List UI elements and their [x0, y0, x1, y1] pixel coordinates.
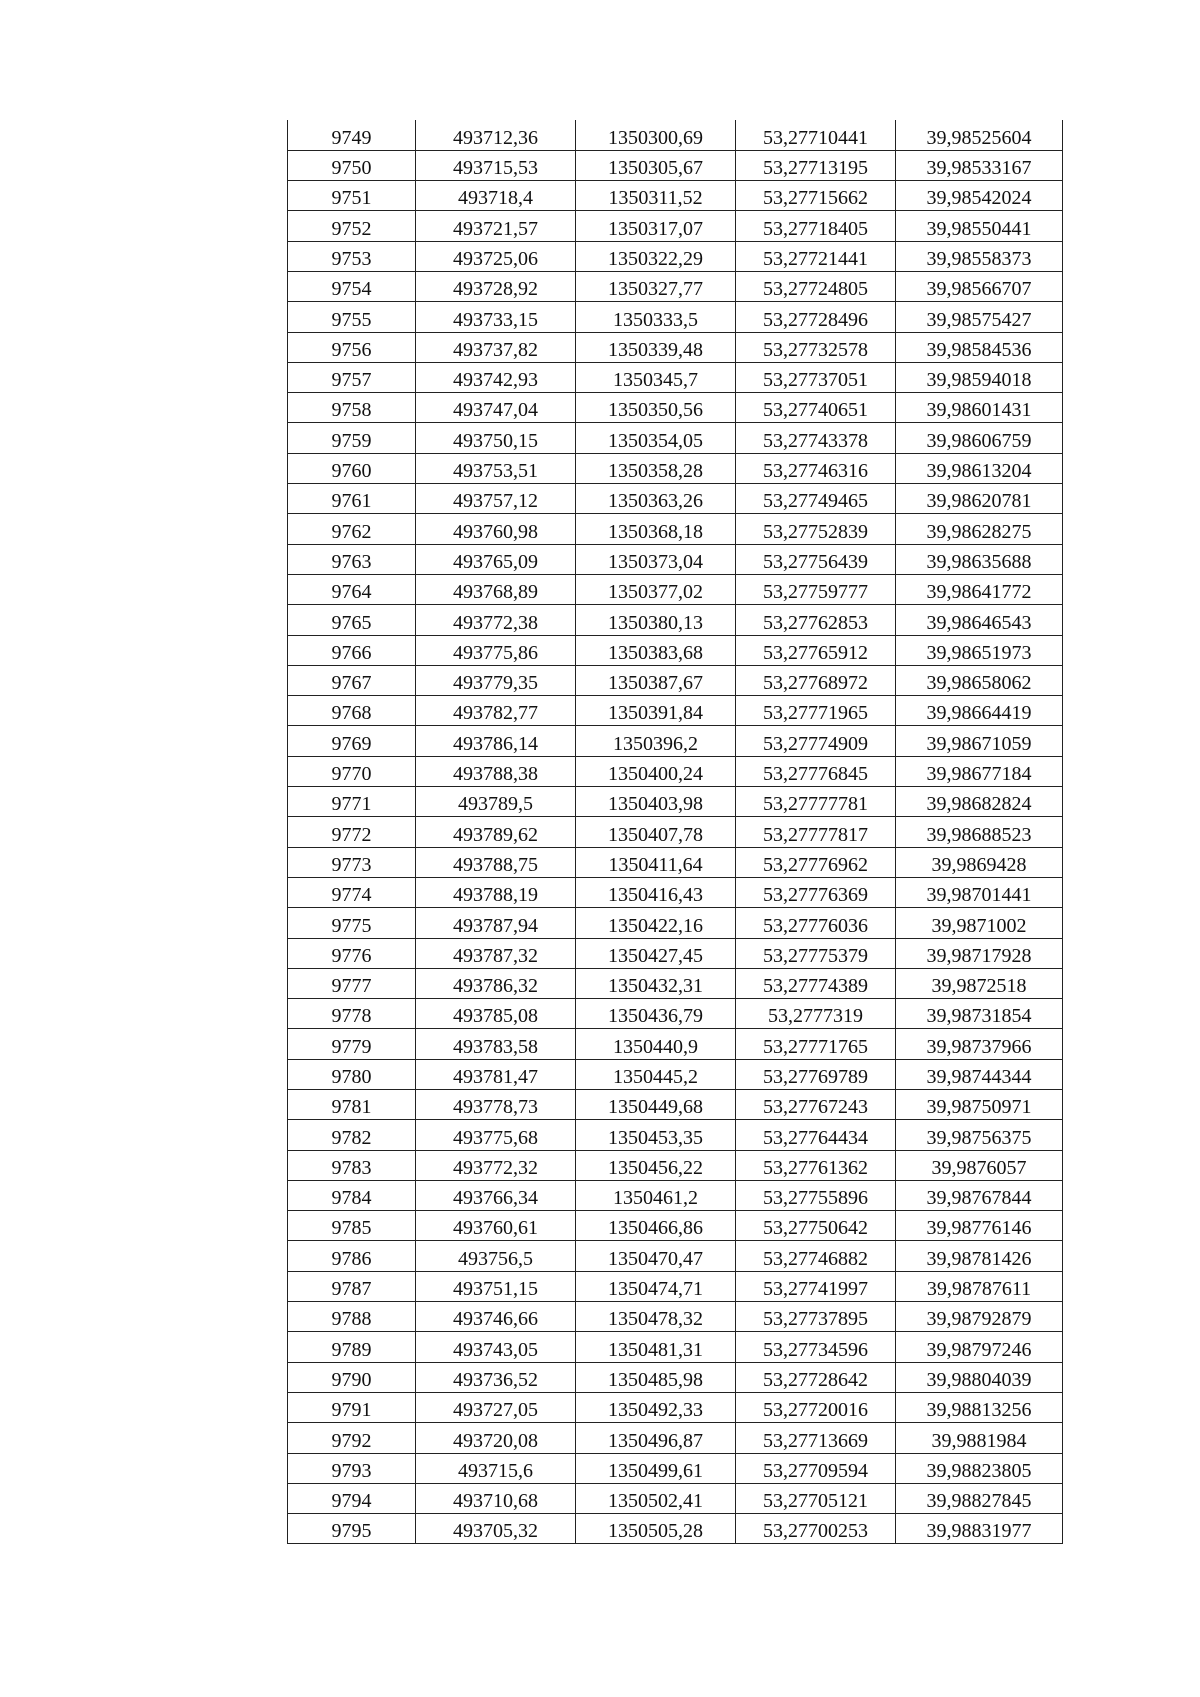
y-coordinate-cell: 1350411,64: [576, 847, 736, 877]
point-number-cell: 9788: [288, 1302, 416, 1332]
y-coordinate-cell: 1350387,67: [576, 665, 736, 695]
latitude-cell: 53,27710441: [736, 120, 896, 150]
latitude-cell: 53,27713669: [736, 1423, 896, 1453]
x-coordinate-cell: 493733,15: [416, 302, 576, 332]
y-coordinate-cell: 1350485,98: [576, 1362, 736, 1392]
point-number-cell: 9782: [288, 1120, 416, 1150]
x-coordinate-cell: 493720,08: [416, 1423, 576, 1453]
latitude-cell: 53,27765912: [736, 635, 896, 665]
coordinates-table-body: [288, 120, 1063, 1544]
point-number-cell: 9757: [288, 362, 416, 392]
latitude-cell: 53,27762853: [736, 605, 896, 635]
latitude-cell: 53,2777319: [736, 999, 896, 1029]
table-row: [288, 332, 1063, 362]
x-coordinate-cell: 493743,05: [416, 1332, 576, 1362]
x-coordinate-cell: 493772,38: [416, 605, 576, 635]
point-number-cell: 9768: [288, 696, 416, 726]
longitude-cell: 39,98701441: [896, 877, 1063, 907]
point-number-cell: 9767: [288, 665, 416, 695]
point-number-cell: 9761: [288, 484, 416, 514]
table-row: [288, 1120, 1063, 1150]
point-number-cell: 9785: [288, 1211, 416, 1241]
x-coordinate-cell: 493721,57: [416, 211, 576, 241]
y-coordinate-cell: 1350456,22: [576, 1150, 736, 1180]
latitude-cell: 53,27746316: [736, 453, 896, 483]
longitude-cell: 39,98664419: [896, 696, 1063, 726]
table-row: [288, 1483, 1063, 1513]
y-coordinate-cell: 1350383,68: [576, 635, 736, 665]
point-number-cell: 9754: [288, 271, 416, 301]
latitude-cell: 53,27771765: [736, 1029, 896, 1059]
x-coordinate-cell: 493727,05: [416, 1392, 576, 1422]
longitude-cell: 39,98804039: [896, 1362, 1063, 1392]
longitude-cell: 39,9872518: [896, 968, 1063, 998]
latitude-cell: 53,27768972: [736, 665, 896, 695]
y-coordinate-cell: 1350432,31: [576, 968, 736, 998]
table-row: [288, 1150, 1063, 1180]
table-row: [288, 938, 1063, 968]
latitude-cell: 53,27715662: [736, 181, 896, 211]
table-row: [288, 211, 1063, 241]
table-row: [288, 544, 1063, 574]
longitude-cell: 39,9871002: [896, 908, 1063, 938]
y-coordinate-cell: 1350363,26: [576, 484, 736, 514]
point-number-cell: 9776: [288, 938, 416, 968]
longitude-cell: 39,9876057: [896, 1150, 1063, 1180]
longitude-cell: 39,98787611: [896, 1271, 1063, 1301]
point-number-cell: 9794: [288, 1483, 416, 1513]
point-number-cell: 9770: [288, 756, 416, 786]
y-coordinate-cell: 1350407,78: [576, 817, 736, 847]
y-coordinate-cell: 1350416,43: [576, 877, 736, 907]
point-number-cell: 9774: [288, 877, 416, 907]
point-number-cell: 9789: [288, 1332, 416, 1362]
longitude-cell: 39,98792879: [896, 1302, 1063, 1332]
longitude-cell: 39,98525604: [896, 120, 1063, 150]
x-coordinate-cell: 493788,19: [416, 877, 576, 907]
latitude-cell: 53,27734596: [736, 1332, 896, 1362]
x-coordinate-cell: 493785,08: [416, 999, 576, 1029]
point-number-cell: 9765: [288, 605, 416, 635]
table-row: [288, 1362, 1063, 1392]
table-row: [288, 574, 1063, 604]
latitude-cell: 53,27721441: [736, 241, 896, 271]
y-coordinate-cell: 1350358,28: [576, 453, 736, 483]
x-coordinate-cell: 493783,58: [416, 1029, 576, 1059]
y-coordinate-cell: 1350466,86: [576, 1211, 736, 1241]
table-row: [288, 726, 1063, 756]
x-coordinate-cell: 493728,92: [416, 271, 576, 301]
longitude-cell: 39,98601431: [896, 393, 1063, 423]
table-row: [288, 1059, 1063, 1089]
point-number-cell: 9793: [288, 1453, 416, 1483]
x-coordinate-cell: 493787,94: [416, 908, 576, 938]
point-number-cell: 9752: [288, 211, 416, 241]
y-coordinate-cell: 1350311,52: [576, 181, 736, 211]
table-row: [288, 787, 1063, 817]
latitude-cell: 53,27749465: [736, 484, 896, 514]
table-row: [288, 484, 1063, 514]
x-coordinate-cell: 493787,32: [416, 938, 576, 968]
point-number-cell: 9773: [288, 847, 416, 877]
latitude-cell: 53,27720016: [736, 1392, 896, 1422]
x-coordinate-cell: 493737,82: [416, 332, 576, 362]
table-row: [288, 181, 1063, 211]
point-number-cell: 9791: [288, 1392, 416, 1422]
longitude-cell: 39,98606759: [896, 423, 1063, 453]
table-row: [288, 635, 1063, 665]
x-coordinate-cell: 493766,34: [416, 1180, 576, 1210]
y-coordinate-cell: 1350422,16: [576, 908, 736, 938]
latitude-cell: 53,27756439: [736, 544, 896, 574]
point-number-cell: 9756: [288, 332, 416, 362]
longitude-cell: 39,9869428: [896, 847, 1063, 877]
y-coordinate-cell: 1350327,77: [576, 271, 736, 301]
x-coordinate-cell: 493775,86: [416, 635, 576, 665]
table-row: [288, 665, 1063, 695]
point-number-cell: 9771: [288, 787, 416, 817]
point-number-cell: 9758: [288, 393, 416, 423]
point-number-cell: 9778: [288, 999, 416, 1029]
longitude-cell: 39,98584536: [896, 332, 1063, 362]
latitude-cell: 53,27759777: [736, 574, 896, 604]
x-coordinate-cell: 493715,53: [416, 150, 576, 180]
table-row: [288, 1241, 1063, 1271]
x-coordinate-cell: 493760,61: [416, 1211, 576, 1241]
point-number-cell: 9760: [288, 453, 416, 483]
longitude-cell: 39,98737966: [896, 1029, 1063, 1059]
longitude-cell: 39,98744344: [896, 1059, 1063, 1089]
table-row: [288, 968, 1063, 998]
y-coordinate-cell: 1350403,98: [576, 787, 736, 817]
x-coordinate-cell: 493775,68: [416, 1120, 576, 1150]
longitude-cell: 39,98558373: [896, 241, 1063, 271]
latitude-cell: 53,27776962: [736, 847, 896, 877]
y-coordinate-cell: 1350481,31: [576, 1332, 736, 1362]
longitude-cell: 39,98635688: [896, 544, 1063, 574]
x-coordinate-cell: 493705,32: [416, 1514, 576, 1544]
longitude-cell: 39,98731854: [896, 999, 1063, 1029]
latitude-cell: 53,27776036: [736, 908, 896, 938]
longitude-cell: 39,98628275: [896, 514, 1063, 544]
latitude-cell: 53,27718405: [736, 211, 896, 241]
point-number-cell: 9769: [288, 726, 416, 756]
longitude-cell: 39,9881984: [896, 1423, 1063, 1453]
longitude-cell: 39,98813256: [896, 1392, 1063, 1422]
table-row: [288, 999, 1063, 1029]
table-row: [288, 756, 1063, 786]
x-coordinate-cell: 493789,62: [416, 817, 576, 847]
latitude-cell: 53,27777781: [736, 787, 896, 817]
longitude-cell: 39,98651973: [896, 635, 1063, 665]
y-coordinate-cell: 1350474,71: [576, 1271, 736, 1301]
latitude-cell: 53,27724805: [736, 271, 896, 301]
longitude-cell: 39,98781426: [896, 1241, 1063, 1271]
x-coordinate-cell: 493750,15: [416, 423, 576, 453]
y-coordinate-cell: 1350478,32: [576, 1302, 736, 1332]
x-coordinate-cell: 493788,38: [416, 756, 576, 786]
y-coordinate-cell: 1350322,29: [576, 241, 736, 271]
y-coordinate-cell: 1350305,67: [576, 150, 736, 180]
x-coordinate-cell: 493747,04: [416, 393, 576, 423]
table-row: [288, 1271, 1063, 1301]
x-coordinate-cell: 493788,75: [416, 847, 576, 877]
latitude-cell: 53,27728642: [736, 1362, 896, 1392]
latitude-cell: 53,27761362: [736, 1150, 896, 1180]
point-number-cell: 9763: [288, 544, 416, 574]
longitude-cell: 39,98677184: [896, 756, 1063, 786]
y-coordinate-cell: 1350373,04: [576, 544, 736, 574]
table-row: [288, 120, 1063, 150]
longitude-cell: 39,98831977: [896, 1514, 1063, 1544]
y-coordinate-cell: 1350391,84: [576, 696, 736, 726]
x-coordinate-cell: 493768,89: [416, 574, 576, 604]
table-row: [288, 1453, 1063, 1483]
table-row: [288, 1392, 1063, 1422]
y-coordinate-cell: 1350380,13: [576, 605, 736, 635]
point-number-cell: 9795: [288, 1514, 416, 1544]
point-number-cell: 9779: [288, 1029, 416, 1059]
latitude-cell: 53,27775379: [736, 938, 896, 968]
point-number-cell: 9749: [288, 120, 416, 150]
latitude-cell: 53,27741997: [736, 1271, 896, 1301]
latitude-cell: 53,27713195: [736, 150, 896, 180]
y-coordinate-cell: 1350300,69: [576, 120, 736, 150]
y-coordinate-cell: 1350333,5: [576, 302, 736, 332]
point-number-cell: 9751: [288, 181, 416, 211]
table-row: [288, 605, 1063, 635]
table-row: [288, 1514, 1063, 1544]
point-number-cell: 9786: [288, 1241, 416, 1271]
y-coordinate-cell: 1350345,7: [576, 362, 736, 392]
table-row: [288, 1090, 1063, 1120]
latitude-cell: 53,27750642: [736, 1211, 896, 1241]
x-coordinate-cell: 493718,4: [416, 181, 576, 211]
x-coordinate-cell: 493786,14: [416, 726, 576, 756]
table-row: [288, 817, 1063, 847]
x-coordinate-cell: 493756,5: [416, 1241, 576, 1271]
point-number-cell: 9764: [288, 574, 416, 604]
x-coordinate-cell: 493786,32: [416, 968, 576, 998]
y-coordinate-cell: 1350400,24: [576, 756, 736, 786]
longitude-cell: 39,98688523: [896, 817, 1063, 847]
longitude-cell: 39,98575427: [896, 302, 1063, 332]
longitude-cell: 39,98823805: [896, 1453, 1063, 1483]
latitude-cell: 53,27771965: [736, 696, 896, 726]
y-coordinate-cell: 1350505,28: [576, 1514, 736, 1544]
table-row: [288, 362, 1063, 392]
longitude-cell: 39,98797246: [896, 1332, 1063, 1362]
point-number-cell: 9762: [288, 514, 416, 544]
x-coordinate-cell: 493778,73: [416, 1090, 576, 1120]
x-coordinate-cell: 493742,93: [416, 362, 576, 392]
table-row: [288, 877, 1063, 907]
latitude-cell: 53,27746882: [736, 1241, 896, 1271]
table-row: [288, 1332, 1063, 1362]
latitude-cell: 53,27737051: [736, 362, 896, 392]
x-coordinate-cell: 493772,32: [416, 1150, 576, 1180]
latitude-cell: 53,27700253: [736, 1514, 896, 1544]
table-row: [288, 696, 1063, 726]
longitude-cell: 39,98594018: [896, 362, 1063, 392]
longitude-cell: 39,98613204: [896, 453, 1063, 483]
point-number-cell: 9787: [288, 1271, 416, 1301]
point-number-cell: 9792: [288, 1423, 416, 1453]
x-coordinate-cell: 493710,68: [416, 1483, 576, 1513]
x-coordinate-cell: 493753,51: [416, 453, 576, 483]
y-coordinate-cell: 1350350,56: [576, 393, 736, 423]
point-number-cell: 9750: [288, 150, 416, 180]
table-row: [288, 1029, 1063, 1059]
table-row: [288, 453, 1063, 483]
y-coordinate-cell: 1350453,35: [576, 1120, 736, 1150]
x-coordinate-cell: 493757,12: [416, 484, 576, 514]
point-number-cell: 9780: [288, 1059, 416, 1089]
point-number-cell: 9777: [288, 968, 416, 998]
y-coordinate-cell: 1350440,9: [576, 1029, 736, 1059]
longitude-cell: 39,98750971: [896, 1090, 1063, 1120]
y-coordinate-cell: 1350496,87: [576, 1423, 736, 1453]
latitude-cell: 53,27774389: [736, 968, 896, 998]
x-coordinate-cell: 493779,35: [416, 665, 576, 695]
longitude-cell: 39,98682824: [896, 787, 1063, 817]
point-number-cell: 9775: [288, 908, 416, 938]
point-number-cell: 9766: [288, 635, 416, 665]
x-coordinate-cell: 493789,5: [416, 787, 576, 817]
longitude-cell: 39,98776146: [896, 1211, 1063, 1241]
longitude-cell: 39,98550441: [896, 211, 1063, 241]
y-coordinate-cell: 1350317,07: [576, 211, 736, 241]
longitude-cell: 39,98658062: [896, 665, 1063, 695]
y-coordinate-cell: 1350499,61: [576, 1453, 736, 1483]
y-coordinate-cell: 1350436,79: [576, 999, 736, 1029]
x-coordinate-cell: 493781,47: [416, 1059, 576, 1089]
longitude-cell: 39,98542024: [896, 181, 1063, 211]
x-coordinate-cell: 493712,36: [416, 120, 576, 150]
table-row: [288, 1211, 1063, 1241]
point-number-cell: 9784: [288, 1180, 416, 1210]
latitude-cell: 53,27767243: [736, 1090, 896, 1120]
table-row: [288, 847, 1063, 877]
longitude-cell: 39,98767844: [896, 1180, 1063, 1210]
latitude-cell: 53,27776369: [736, 877, 896, 907]
y-coordinate-cell: 1350368,18: [576, 514, 736, 544]
latitude-cell: 53,27769789: [736, 1059, 896, 1089]
longitude-cell: 39,98671059: [896, 726, 1063, 756]
longitude-cell: 39,98641772: [896, 574, 1063, 604]
x-coordinate-cell: 493725,06: [416, 241, 576, 271]
point-number-cell: 9755: [288, 302, 416, 332]
latitude-cell: 53,27705121: [736, 1483, 896, 1513]
y-coordinate-cell: 1350461,2: [576, 1180, 736, 1210]
table-row: [288, 1302, 1063, 1332]
y-coordinate-cell: 1350354,05: [576, 423, 736, 453]
latitude-cell: 53,27777817: [736, 817, 896, 847]
point-number-cell: 9772: [288, 817, 416, 847]
y-coordinate-cell: 1350396,2: [576, 726, 736, 756]
longitude-cell: 39,98717928: [896, 938, 1063, 968]
point-number-cell: 9781: [288, 1090, 416, 1120]
x-coordinate-cell: 493736,52: [416, 1362, 576, 1392]
table-row: [288, 1423, 1063, 1453]
latitude-cell: 53,27740651: [736, 393, 896, 423]
longitude-cell: 39,98566707: [896, 271, 1063, 301]
longitude-cell: 39,98756375: [896, 1120, 1063, 1150]
y-coordinate-cell: 1350449,68: [576, 1090, 736, 1120]
table-row: [288, 241, 1063, 271]
latitude-cell: 53,27743378: [736, 423, 896, 453]
x-coordinate-cell: 493765,09: [416, 544, 576, 574]
latitude-cell: 53,27737895: [736, 1302, 896, 1332]
longitude-cell: 39,98533167: [896, 150, 1063, 180]
table-row: [288, 302, 1063, 332]
coordinates-table: [287, 120, 1063, 1544]
table-row: [288, 514, 1063, 544]
longitude-cell: 39,98827845: [896, 1483, 1063, 1513]
y-coordinate-cell: 1350445,2: [576, 1059, 736, 1089]
latitude-cell: 53,27709594: [736, 1453, 896, 1483]
table-row: [288, 908, 1063, 938]
x-coordinate-cell: 493715,6: [416, 1453, 576, 1483]
latitude-cell: 53,27776845: [736, 756, 896, 786]
table-row: [288, 423, 1063, 453]
x-coordinate-cell: 493746,66: [416, 1302, 576, 1332]
latitude-cell: 53,27755896: [736, 1180, 896, 1210]
latitude-cell: 53,27728496: [736, 302, 896, 332]
table-row: [288, 150, 1063, 180]
x-coordinate-cell: 493760,98: [416, 514, 576, 544]
point-number-cell: 9790: [288, 1362, 416, 1392]
y-coordinate-cell: 1350427,45: [576, 938, 736, 968]
table-row: [288, 1180, 1063, 1210]
point-number-cell: 9753: [288, 241, 416, 271]
x-coordinate-cell: 493782,77: [416, 696, 576, 726]
latitude-cell: 53,27732578: [736, 332, 896, 362]
point-number-cell: 9783: [288, 1150, 416, 1180]
latitude-cell: 53,27752839: [736, 514, 896, 544]
latitude-cell: 53,27774909: [736, 726, 896, 756]
latitude-cell: 53,27764434: [736, 1120, 896, 1150]
table-row: [288, 393, 1063, 423]
point-number-cell: 9759: [288, 423, 416, 453]
table-row: [288, 271, 1063, 301]
x-coordinate-cell: 493751,15: [416, 1271, 576, 1301]
y-coordinate-cell: 1350470,47: [576, 1241, 736, 1271]
longitude-cell: 39,98646543: [896, 605, 1063, 635]
longitude-cell: 39,98620781: [896, 484, 1063, 514]
y-coordinate-cell: 1350492,33: [576, 1392, 736, 1422]
y-coordinate-cell: 1350502,41: [576, 1483, 736, 1513]
y-coordinate-cell: 1350339,48: [576, 332, 736, 362]
y-coordinate-cell: 1350377,02: [576, 574, 736, 604]
